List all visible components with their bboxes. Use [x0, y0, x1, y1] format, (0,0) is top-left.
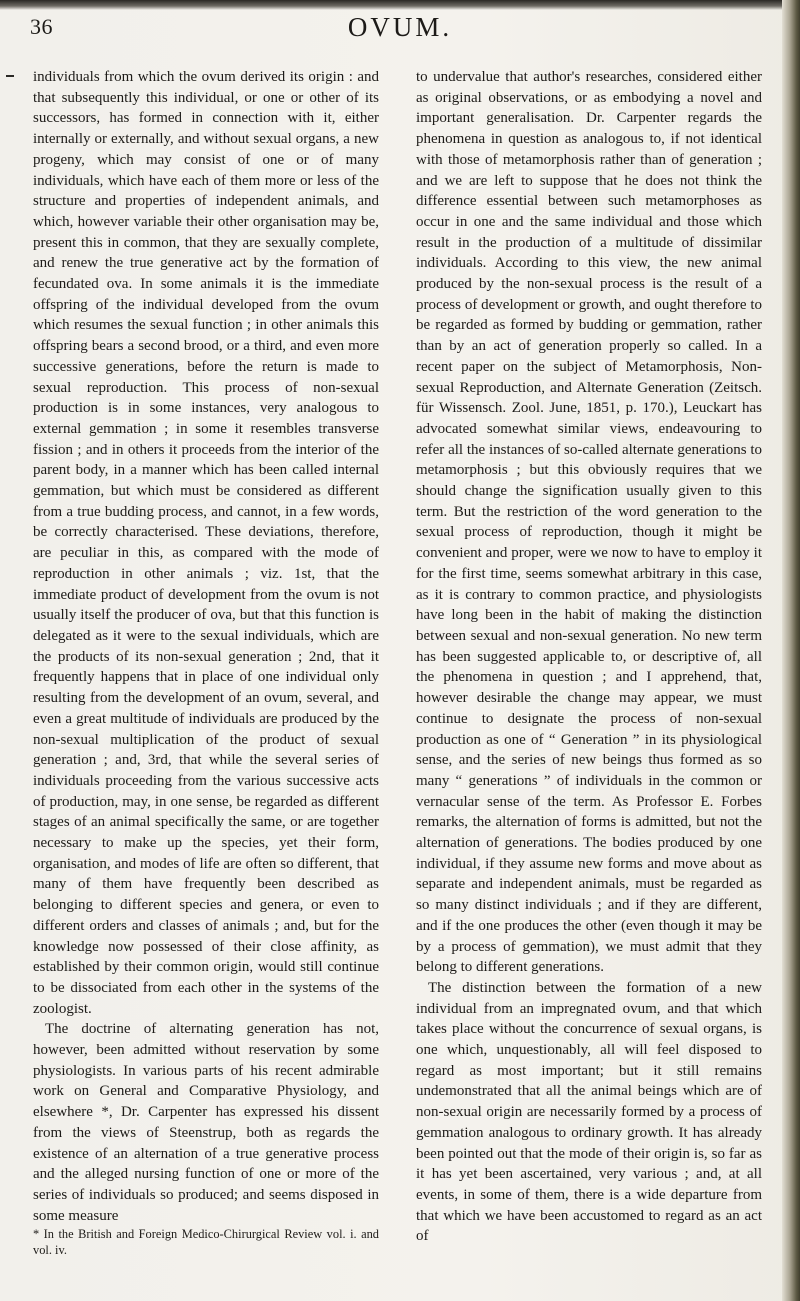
margin-mark: [6, 75, 14, 77]
paragraph: individuals from which the ovum derived its origin : and that subsequently this individual, or one or other of its successors, has formed in connection with it, either internally or externally, and without sexual organs, a new progeny, which may consist of one or of many individuals, which have each of them more or less of the structure and properties of independent animals, and which, however variable their other organisation may be, present this in common, that they are sexually complete, and renew the true generative act by the formation of fecundated ova. In some animals it is the immediate offspring of the individual developed from the ovum which resumes the sexual function ; in other animals this offspring bears a second brood, or a third, and even more successive generations, before the return is made to sexual reproduction. This process of non-sexual production is in some instances, very analogous to external gemmation ; in some it resembles transverse fission ; and in others it proceeds from the interior of the parent body, in a manner which has been called internal gemmation, but which must be considered as different from a true budding process, and cannot, in a few words, be correctly characterised. These deviations, therefore, are peculiar in this, as compared with the mode of reproduction in other animals ; viz. 1st, that the immediate product of development from the ovum is not usually itself the producer of ova, but that this function is delegated as it were to the sexual individuals, which are the products of its non-sexual generation ; 2nd, that it frequently happens that in place of one individual only resulting from the development of an ovum, several, and even a great multitude of individuals are produced by the non-sexual multiplication of the product of sexual generation ; and, 3rd, that while the several series of individuals proceeding from the various successive acts of production, may, in one sense, be regarded as different stages of an animal specifically the same, or are together necessary to make up the species, yet their form, organisation, and modes of life are often so different, that many of them have frequently been described as belonging to different species and genera, or even to different orders and classes of animals ; and, but for the knowledge now possessed of their close affinity, as established by their common origin, would still continue to be dissociated from each other in the systems of the zoologist.: [33, 69, 379, 1017]
page-top-shadow: [0, 0, 800, 10]
running-title: OVUM.: [347, 12, 453, 42]
paragraph: to undervalue that author's researches, considered either as original observations, or as embodying a novel and important generalisation. Dr. Carpenter regards the phenomena in question as analogous to, if not identical with those of metamorphosis rather than of generation ; and we are left to suppose that he does not think the difference essential between such metamorphoses as occur in one and the same individual and those which result in the production of a multitude of dissimilar individuals. According to this view, the new animal produced by the non-sexual process is the result of a process of development or growth, and ought therefore to be regarded as formed by budding or gemmation, rather than by an act of generation properly so called. In a recent paper on the subject of Metamorphosis, Non-sexual Reproduction, and Alternate Generation (Zeitsch. für Wissensch. Zool. June, 1851, p. 170.), Leuckart has advocated somewhat similar views, endeavouring to refer all the instances of so-called alternate generations to metamorphosis ; but this obviously requires that we should change the signification usually given to this term. But the restriction of the word generation to the sexual process of reproduction, though it might be convenient and proper, were we now to have to employ it for the first time, seems somewhat arbitrary in this case, as it is contrary to common practice, and physiologists have long been in the habit of making the distinction between sexual and non-sexual generation. No new term has been suggested applicable to, or descriptive of, all the phenomena in question ; and I apprehend, that, however desirable the change may appear, we must continue to designate the process of non-sexual production as one of “ Generation ” in its physiological sense, and the series of new beings thus formed as so many “ generations ” of individuals in the common or vernacular sense of the term. As Professor E. Forbes remarks, the alternation of forms is admitted, but not the alternation of generations. The bodies produced by one individual, if they assume new forms and move about as separate and independent animals, must be regarded as so many distinct individuals ; and if they are different, and if the one produces the other (even though it may be by a process of gemmation), we must admit that they belong to different generations.: [416, 69, 762, 976]
right-column: [416, 67, 762, 1247]
page-number: 36: [30, 14, 53, 39]
paragraph: The doctrine of alternating generation has not, however, been admitted without reservation by some physiologists. In various parts of his recent admirable work on General and Comparative Physiology, and elsewhere *, Dr. Carpenter has expressed his dissent from the views of Steenstrup, both as regards the existence of an alternation of a true generative process and the alleged nursing function of one or more of the series of individuals so produced; and seems disposed in some measure: [33, 1021, 379, 1224]
left-column: [33, 67, 379, 1258]
page-binding-edge: [782, 0, 800, 1301]
footnote: * In the British and Foreign Medico-Chirurgical Review vol. i. and vol. iv.: [33, 1227, 379, 1258]
page-header: [0, 12, 780, 52]
paragraph: The distinction between the formation of a new individual from an impregnated ovum, and that which takes place without the concurrence of sexual organs, is one which, unquestionably, all will feel disposed to regard as most important; but it still remains undemonstrated that all the animal beings which are of non-sexual origin are necessarily formed by a process of gemmation analogous to ordinary growth. It has already been pointed out that the mode of their origin is, so far as it has yet been ascertained, very various ; and, at all events, in some of them, there is a wide departure from that which we have been accustomed to regard as an act of: [416, 979, 762, 1245]
